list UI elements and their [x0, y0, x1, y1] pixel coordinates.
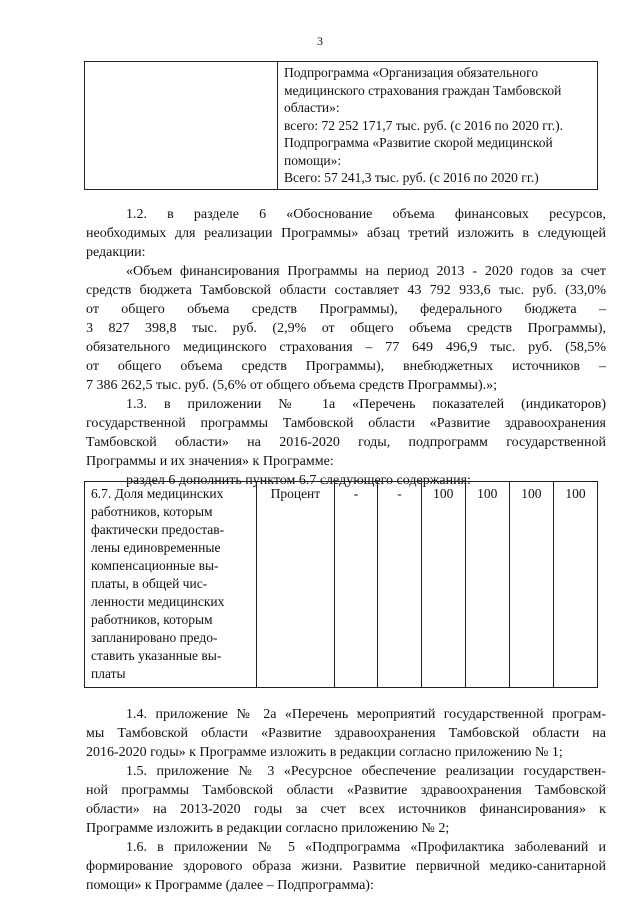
table-line: помощи»: — [284, 152, 342, 168]
table-line: ленности медицинских — [91, 594, 225, 609]
paragraph-1-3 — [86, 395, 606, 490]
value-cell: 100 — [421, 482, 465, 688]
text-line: необходимых для реализации Программы» абзац третий изложить в следующей — [86, 226, 606, 241]
text-line: 1.2. в разделе 6 «Обоснование объема финансовых ресурсов, — [126, 207, 606, 222]
text-line: обязательного медицинского страхования – 77 649 496,9 тыс. руб. (58,5% — [86, 340, 606, 355]
table-line: всего: 72 252 171,7 тыс. руб. (с 2016 по 2020 гг.). — [284, 117, 564, 133]
table-line: платы — [91, 666, 126, 681]
text-line: помощи» к Программе (далее – Подпрограмма): — [86, 878, 374, 893]
text-line: редакции: — [86, 245, 146, 260]
table-row — [85, 482, 598, 688]
text-line: раздел 6 дополнить пунктом 6.7 следующего содержания: — [126, 473, 471, 488]
table-line: Всего: 57 241,3 тыс. руб. (с 2016 по 2020 гг.) — [284, 170, 539, 185]
table-line: области»: — [284, 100, 340, 115]
value-cell: - — [378, 482, 421, 688]
value-cell: 100 — [553, 482, 597, 688]
text-line: «Объем финансирования Программы на период 2013 - 2020 годов за счет — [126, 264, 606, 279]
text-line: от общего объема средств Программы), внебюджетных источников – — [86, 359, 606, 374]
text-line: области» на 2013-2020 годы за счет всех источников финансирования» к — [86, 802, 606, 817]
table-line: Подпрограмма «Организация обязательного — [284, 65, 539, 80]
paragraph-1-6 — [86, 838, 606, 895]
page-number: 3 — [317, 34, 323, 48]
text-line: формирование здорового образа жизни. Развитие первичной медико-санитарной — [86, 859, 606, 874]
text-line: 3 827 398,8 тыс. руб. (2,9% от общего объема средств Программы), — [86, 321, 606, 336]
value-cell: 100 — [465, 482, 509, 688]
indicator-6-7-table — [84, 481, 598, 688]
text-line: Программы и их значения» к Программе: — [86, 454, 334, 469]
text-line: государственной программы Тамбовской области «Развитие здравоохранения — [86, 416, 606, 431]
text-line: Тамбовской области» на 2016-2020 годы, подпрограмм государственной — [86, 435, 606, 450]
table-line: платы, в общей чис- — [91, 576, 208, 591]
table-line: запланировано предо- — [91, 630, 218, 645]
value-cell: - — [334, 482, 377, 688]
text-line: мы Тамбовской области «Развитие здравоохранения Тамбовской области на — [86, 726, 606, 741]
text-line: 1.3. в приложении № 1а «Перечень показателей (индикаторов) — [126, 397, 606, 412]
value-cell: 100 — [509, 482, 553, 688]
text-line: 2016-2020 годы» к Программе изложить в редакции согласно приложению № 1; — [86, 745, 563, 760]
text-line: от общего объема средств Программы), федерального бюджета – — [86, 302, 606, 317]
paragraph-1-5 — [86, 762, 606, 838]
text-line: 1.5. приложение № 3 «Ресурсное обеспечение реализации государствен- — [126, 764, 606, 779]
text-line: Программе изложить в редакции согласно приложению № 2; — [86, 821, 450, 836]
text-line: 7 386 262,5 тыс. руб. (5,6% от общего объема средств Программы).»; — [86, 378, 498, 393]
paragraph-1-2 — [86, 205, 606, 262]
table-line: ставить указанные вы- — [91, 648, 222, 663]
subprogram-funding-cell — [278, 62, 598, 190]
paragraph-1-4 — [86, 705, 606, 762]
unit-cell: Процент — [256, 482, 334, 688]
table-line: медицинского страхования граждан Тамбовской — [284, 82, 562, 98]
table-line: работников, которым — [91, 504, 213, 519]
indicator-name-cell — [85, 482, 257, 688]
table-line: компенсационные вы- — [91, 558, 219, 573]
table-cell-empty — [85, 62, 278, 190]
table-line: работников, которым — [91, 612, 213, 627]
paragraph-1-2-quote — [86, 262, 606, 395]
text-line: 1.4. приложение № 2а «Перечень мероприятий государственной програм- — [126, 707, 606, 722]
table-line: лены единовременные — [91, 540, 221, 555]
text-line: ной программы Тамбовской области «Развитие здравоохранения Тамбовской — [86, 783, 606, 798]
table-line: фактически предостав- — [91, 522, 225, 537]
table-line: 6.7. Доля медицинских — [91, 486, 224, 501]
subprogram-funding-table — [84, 61, 598, 190]
text-line: 1.6. в приложении № 5 «Подпрограмма «Профилактика заболеваний и — [126, 840, 606, 855]
text-line: средств бюджета Тамбовской области составляет 43 792 933,6 тыс. руб. (33,0% — [86, 283, 606, 298]
table-line: Подпрограмма «Развитие скорой медицинской — [284, 135, 553, 150]
